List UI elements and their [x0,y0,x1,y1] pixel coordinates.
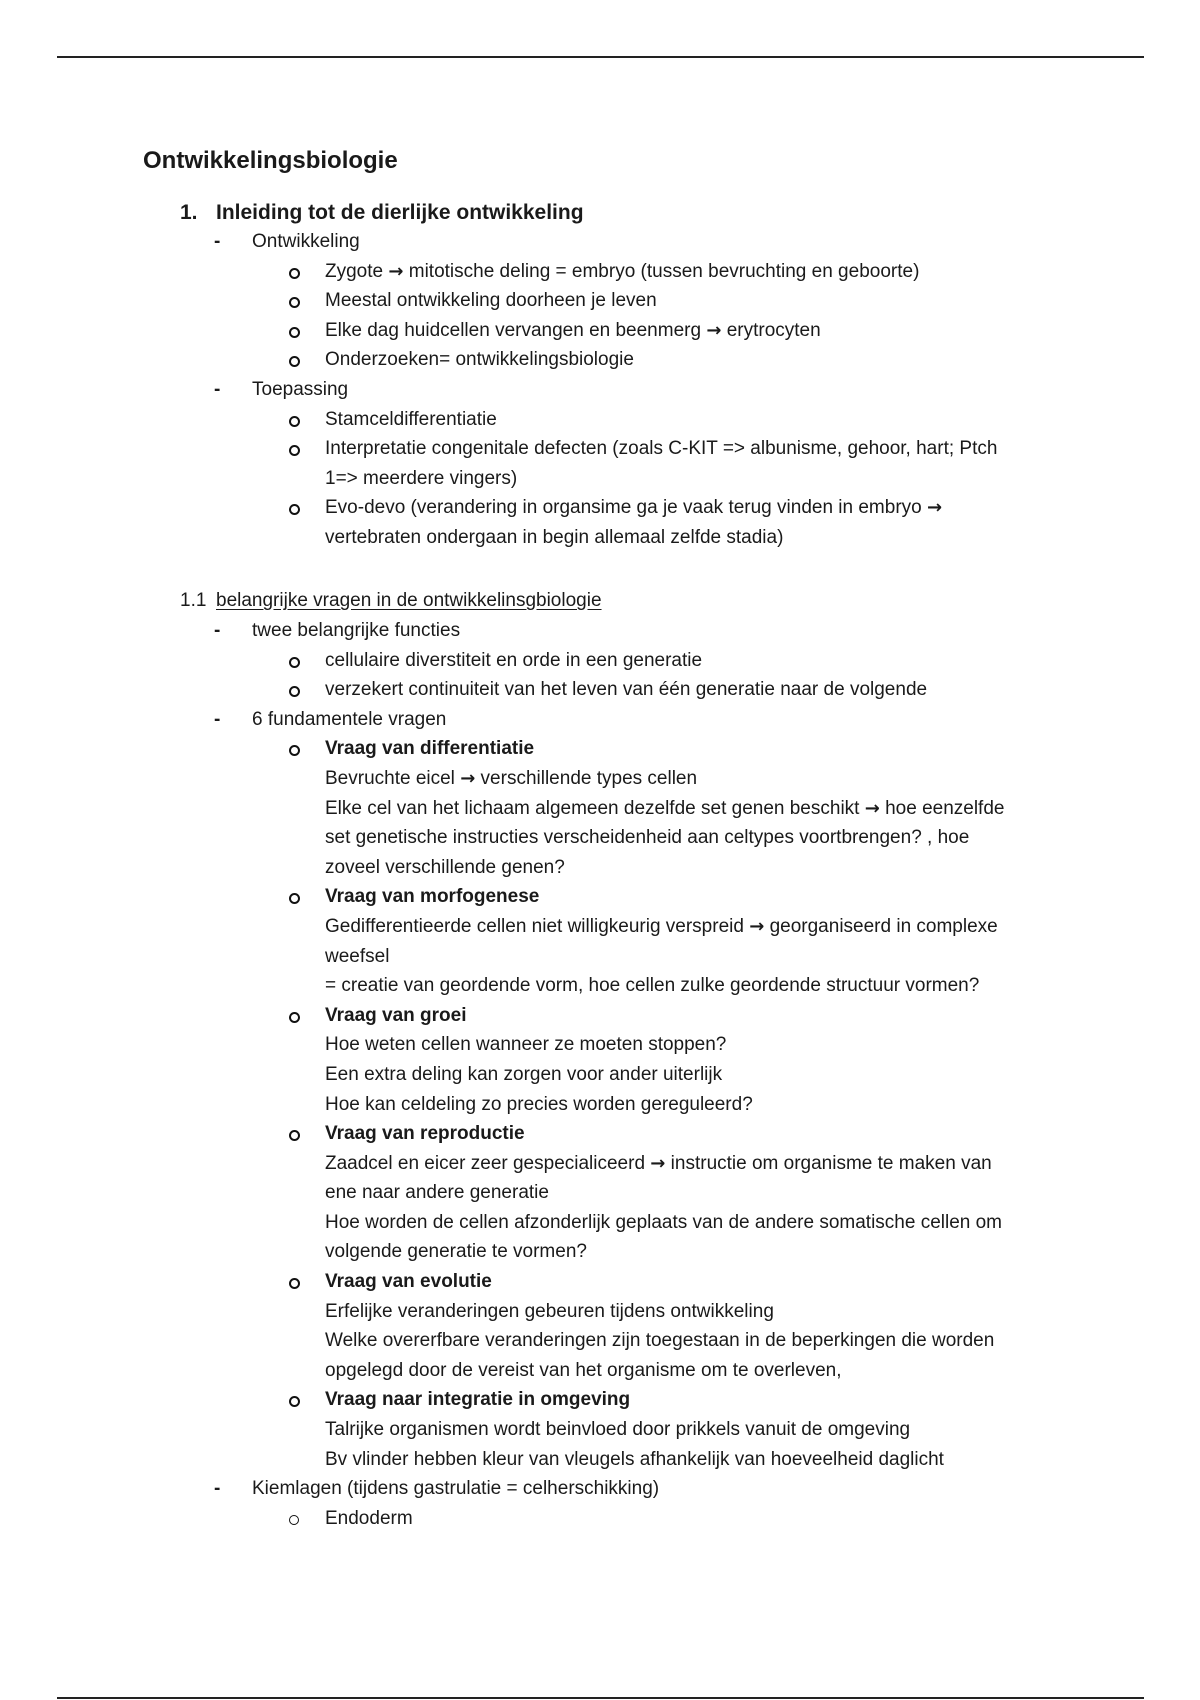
question-title: Vraag van groei [325,1004,467,1026]
sub-list-item [0,1060,1200,1090]
sub-list-item [0,764,1200,794]
sub-list-text: Endoderm [325,1507,413,1529]
arrow-icon: → [650,1152,666,1174]
sub-list-item [0,1001,1200,1031]
section-1-heading [180,198,584,228]
sub-list-text: Bevruchte eicel → verschillende types cellen [325,767,698,789]
sub-list-text: Zygote → mitotische deling = embryo (tussen bevruchting en geboorte) [325,260,920,282]
dash-bullet-icon: - [214,1478,221,1500]
circle-bullet-icon [289,686,300,697]
sub-list-item [0,942,1200,972]
sub-list-item [0,434,1200,464]
sub-list-text: Erfelijke veranderingen gebeuren tijdens ontwikkeling [325,1300,774,1322]
sub-list-item [0,1504,1200,1534]
dash-bullet-icon: - [214,378,221,400]
circle-bullet-icon [289,327,300,338]
circle-bullet-icon [289,504,300,515]
section-1-body [0,227,1200,553]
sub-list-item [0,1267,1200,1297]
sub-list-item [0,523,1200,553]
sub-list-text: Een extra deling kan zorgen voor ander uiterlijk [325,1063,723,1085]
sub-list-item [0,675,1200,705]
sub-list-item [0,882,1200,912]
sub-list-text: Talrijke organismen wordt beinvloed door prikkels vanuit de omgeving [325,1419,911,1441]
arrow-icon: → [460,767,476,789]
sub-list-item [0,646,1200,676]
sub-list-item [0,1326,1200,1356]
sub-list-text: set genetische instructies verscheidenheid aan celtypes voortbrengen? , hoe [325,827,970,849]
question-title: Vraag van evolutie [325,1271,492,1293]
sub-list-item [0,405,1200,435]
arrow-icon: → [706,319,722,341]
question-title: Vraag van reproductie [325,1123,525,1145]
question-title: Vraag van differentiatie [325,738,535,760]
sub-list-item [0,853,1200,883]
section-1-1-heading [180,587,602,615]
list-item-label: 6 fundamentele vragen [252,708,447,730]
sub-list-item [0,1237,1200,1267]
sub-list-text: zoveel verschillende genen? [325,856,565,878]
sub-list-item [0,464,1200,494]
section-1-number: 1. [180,201,198,224]
header-rule [57,56,1144,58]
list-item [0,616,1200,646]
sub-list-text: Elke cel van het lichaam algemeen dezelfde set genen beschikt → hoe eenzelfde [325,797,1005,819]
list-item-label: Kiemlagen (tijdens gastrulatie = celherschikking) [252,1478,660,1500]
sub-list-item [0,794,1200,824]
arrow-icon: → [388,260,404,282]
section-1-1-number: 1.1 [180,590,207,611]
circle-bullet-icon [289,268,300,279]
sub-list-text: Evo-devo (verandering in organsime ga je vaak terug vinden in embryo → [325,497,943,519]
list-item-label: Toepassing [252,378,349,400]
sub-list-item [0,1149,1200,1179]
sub-list-item [0,257,1200,287]
arrow-icon: → [749,915,765,937]
circle-bullet-icon [289,1278,300,1289]
sub-list-text: Bv vlinder hebben kleur van vleugels afhankelijk van hoeveelheid daglicht [325,1448,944,1470]
list-item [0,375,1200,405]
section-1-title: Inleiding tot de dierlijke ontwikkeling [216,201,584,224]
sub-list-item [0,493,1200,523]
sub-list-text: vertebraten ondergaan in begin allemaal zelfde stadia) [325,526,784,548]
sub-list-item [0,1297,1200,1327]
sub-list-item [0,823,1200,853]
sub-list-text: opgelegd door de vereist van het organisme om te overleven, [325,1359,842,1381]
sub-list-item [0,1090,1200,1120]
circle-bullet-icon [289,1130,300,1141]
list-item [0,705,1200,735]
document-title: Ontwikkelingsbiologie [143,147,398,174]
sub-list-text: Welke overerfbare veranderingen zijn toegestaan in de beperkingen die worden [325,1330,995,1352]
sub-list-text: ene naar andere generatie [325,1182,549,1204]
dash-bullet-icon: - [214,620,221,641]
sub-list-text: cellulaire diverstiteit en orde in een generatie [325,649,703,671]
question-title: Vraag van morfogenese [325,886,540,908]
question-title: Vraag naar integratie in omgeving [325,1389,631,1411]
sub-list-item [0,345,1200,375]
sub-list-item [0,971,1200,1001]
section-1-1-body [0,616,1200,1533]
sub-list-text: Zaadcel en eicer zeer gespecialiceerd → instructie om organisme te maken van [325,1152,992,1174]
arrow-icon: → [927,497,943,519]
circle-bullet-icon [289,745,300,756]
sub-list-text: Interpretatie congenitale defecten (zoals C-KIT => albunisme, gehoor, hart; Ptch [325,438,998,460]
sub-list-text: Meestal ontwikkeling doorheen je leven [325,290,657,312]
section-1-1-title: belangrijke vragen in de ontwikkelinsgbiologie [216,590,602,611]
sub-list-text: Hoe weten cellen wanneer ze moeten stoppen? [325,1034,727,1056]
circle-bullet-icon [289,657,300,668]
sub-list-item [0,1385,1200,1415]
sub-list-item [0,316,1200,346]
sub-list-text: weefsel [325,945,390,967]
sub-list-item [0,912,1200,942]
dash-bullet-icon: - [214,708,221,730]
sub-list-text: verzekert continuiteit van het leven van één generatie naar de volgende [325,679,928,701]
circle-bullet-icon [289,1396,300,1407]
circle-bullet-icon [289,893,300,904]
sub-list-item [0,734,1200,764]
list-item-label: Ontwikkeling [252,231,360,252]
sub-list-text: Hoe kan celdeling zo precies worden gereguleerd? [325,1093,753,1115]
sub-list-text: Elke dag huidcellen vervangen en beenmerg → erytrocyten [325,319,821,341]
sub-list-text: Onderzoeken= ontwikkelingsbiologie [325,349,634,371]
sub-list-text: volgende generatie te vormen? [325,1241,587,1263]
sub-list-text: Gedifferentieerde cellen niet willigkeurig verspreid → georganiseerd in complexe [325,915,998,937]
footer-rule [57,1697,1144,1699]
sub-list-item [0,1208,1200,1238]
sub-list-item [0,1356,1200,1386]
circle-bullet-icon [289,445,300,456]
list-item-label: twee belangrijke functies [252,620,461,641]
arrow-icon: → [864,797,880,819]
sub-list-item [0,1445,1200,1475]
circle-bullet-icon [289,356,300,367]
sub-list-item [0,286,1200,316]
sub-list-item [0,1119,1200,1149]
circle-bullet-icon [289,1012,300,1023]
sub-list-text: 1=> meerdere vingers) [325,467,518,489]
circle-bullet-icon [289,416,300,427]
list-item [0,227,1200,257]
sub-list-item [0,1030,1200,1060]
sub-list-text: = creatie van geordende vorm, hoe cellen zulke geordende structuur vormen? [325,975,980,997]
sub-list-item [0,1415,1200,1445]
sub-list-item [0,1178,1200,1208]
sub-list-text: Stamceldifferentiatie [325,408,497,430]
sub-list-text: Hoe worden de cellen afzonderlijk geplaats van de andere somatische cellen om [325,1211,1003,1233]
circle-bullet-icon [289,297,300,308]
dash-bullet-icon: - [214,231,221,252]
circle-bullet-icon [289,1515,299,1525]
list-item [0,1474,1200,1504]
